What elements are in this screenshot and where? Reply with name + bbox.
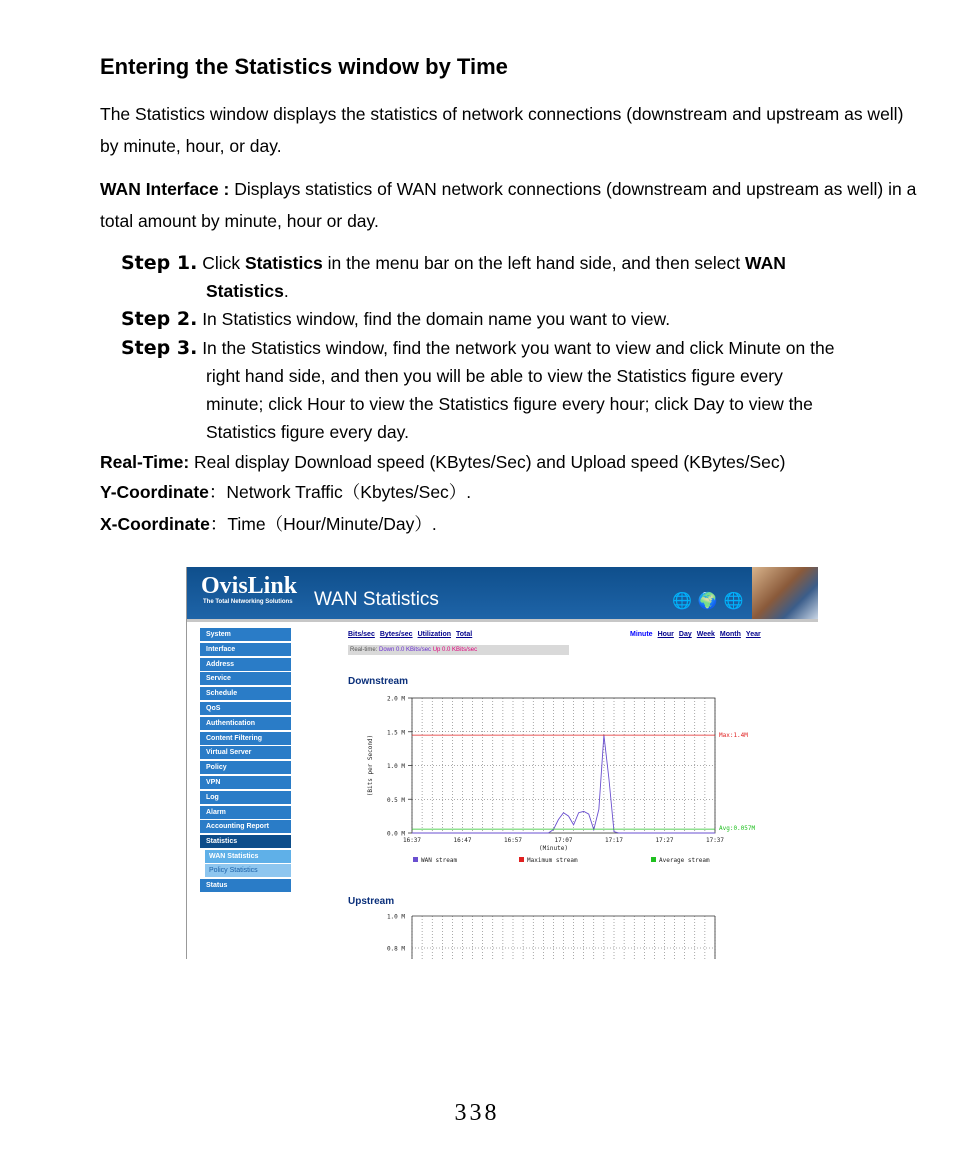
x-tick-label: 16:57 <box>503 837 523 844</box>
time-link-month[interactable]: Month <box>719 631 741 638</box>
menu-item-alarm[interactable]: Alarm <box>200 806 291 820</box>
upstream-chart <box>347 910 767 959</box>
series-maximum-stream-legend-swatch <box>519 857 524 862</box>
y-tick-label: 1.0 M <box>386 763 405 770</box>
unit-links <box>348 631 477 638</box>
x-tick-label: 16:37 <box>402 837 422 844</box>
ovislink-logo: OvisLink <box>201 573 298 599</box>
unit-link-bitssec[interactable]: Bits/sec <box>348 631 375 638</box>
submenu-item-wan-statistics[interactable]: WAN Statistics <box>205 850 291 863</box>
y-tick-label: 2.0 M <box>386 695 405 703</box>
menu-item-interface[interactable]: Interface <box>200 643 291 657</box>
max-annotation: Max:1.4M <box>719 732 748 740</box>
step-3-line-2: right hand side, and then you will be able to view the Statistics figure every <box>206 366 783 386</box>
menu-item-schedule[interactable]: Schedule <box>200 687 291 701</box>
wan-interface-label: WAN Interface : <box>100 179 230 199</box>
step-2-label: Step 2. <box>121 308 198 330</box>
x-axis-label: (Minute) <box>539 845 568 852</box>
ycoord-label: Y-Coordinate <box>100 482 209 502</box>
intro-paragraph: The Statistics window displays the statistics of network connections (downstream and upstream as well) by minute, hour, or day. <box>100 104 904 156</box>
avg-annotation: Avg:0.057M <box>719 825 756 833</box>
y-tick-label: 0.0 M <box>386 830 405 838</box>
banner-title: WAN Statistics <box>314 589 439 610</box>
series-wan-stream-legend-swatch <box>413 857 418 862</box>
menu-item-service[interactable]: Service <box>200 672 291 686</box>
step-3-line-3: minute; click Hour to view the Statistics figure every hour; click Day to view the <box>206 394 813 414</box>
step-1-cont <box>206 277 289 305</box>
realtime-line <box>100 448 920 476</box>
time-links <box>630 631 766 638</box>
downstream-chart <box>347 690 767 875</box>
realtime-up: Up 0.0 KBits/sec <box>431 647 478 653</box>
xcoord-label: X-Coordinate <box>100 514 210 534</box>
step-1 <box>121 249 921 277</box>
banner-photo <box>752 567 818 619</box>
series-average-stream-legend-swatch <box>651 857 656 862</box>
step-3-line-1: In the Statistics window, find the network you want to view and click Minute on the <box>202 338 835 358</box>
menu-item-log[interactable]: Log <box>200 791 291 805</box>
realtime-label: Real-Time: <box>100 452 190 472</box>
menu-item-authentication[interactable]: Authentication <box>200 717 291 731</box>
step-1-end: . <box>283 281 289 301</box>
time-link-day[interactable]: Day <box>678 631 692 638</box>
page-number: 338 <box>454 1100 500 1126</box>
y-tick-label: 0.5 M <box>386 796 405 804</box>
wan-statistics-screenshot <box>186 567 818 959</box>
step-3-label: Step 3. <box>121 337 198 359</box>
menu-item-system[interactable]: System <box>200 628 291 642</box>
logo-tagline: The Total Networking Solutions <box>203 599 293 605</box>
realtime-bar <box>348 645 569 655</box>
upstream-title: Upstream <box>348 896 395 907</box>
step-3 <box>121 334 921 362</box>
y-tick-label: 1.0 M <box>386 913 405 921</box>
side-menu <box>200 628 291 894</box>
downstream-title: Downstream <box>348 676 409 687</box>
wan-interface-text: Displays statistics of WAN network connections (downstream and upstream as well) in a total amount by minute, hour or day. <box>100 179 917 231</box>
submenu-item-policy-statistics[interactable]: Policy Statistics <box>205 864 291 877</box>
unit-link-total[interactable]: Total <box>456 631 473 638</box>
time-link-minute[interactable]: Minute <box>630 631 653 638</box>
menu-item-content-filtering[interactable]: Content Filtering <box>200 732 291 746</box>
banner-divider <box>187 619 818 622</box>
ycoord-line <box>100 478 471 506</box>
menu-item-policy[interactable]: Policy <box>200 761 291 775</box>
step-1-text-a: Click <box>202 253 245 273</box>
menu-item-qos[interactable]: QoS <box>200 702 291 716</box>
x-tick-label: 17:07 <box>554 837 573 844</box>
time-link-hour[interactable]: Hour <box>657 631 674 638</box>
step-2-text: In Statistics window, find the domain name you want to view. <box>202 309 671 329</box>
x-tick-label: 17:17 <box>604 837 624 844</box>
x-tick-label: 17:27 <box>655 837 674 844</box>
step-1-bold-statistics: Statistics <box>244 253 323 273</box>
step-1-label: Step 1. <box>121 252 198 274</box>
ycoord-text: ：Network Traffic（Kbytes/Sec）. <box>208 482 472 502</box>
step-3-line-4: Statistics figure every day. <box>206 422 409 442</box>
unit-link-utilization[interactable]: Utilization <box>417 631 452 638</box>
xcoord-line <box>100 510 437 538</box>
step-1-text-b: in the menu bar on the left hand side, and then select <box>322 253 746 273</box>
unit-link-bytessec[interactable]: Bytes/sec <box>379 631 413 638</box>
time-link-week[interactable]: Week <box>696 631 715 638</box>
realtime-down: Down 0.0 KBits/sec <box>379 647 432 653</box>
wan-interface-paragraph <box>100 173 920 237</box>
series-maximum-stream-legend-label: Maximum stream <box>527 857 578 864</box>
menu-item-accounting-report[interactable]: Accounting Report <box>200 820 291 834</box>
menu-item-status[interactable]: Status <box>200 879 291 893</box>
realtime-text: Real display Download speed (KBytes/Sec) and Upload speed (KBytes/Sec) <box>189 452 786 472</box>
menu-item-address[interactable]: Address <box>200 658 291 672</box>
xcoord-text: ：Time（Hour/Minute/Day）. <box>209 514 437 534</box>
y-tick-label: 1.5 M <box>386 729 405 737</box>
series-wan-stream-legend-label: WAN stream <box>421 857 458 864</box>
banner <box>187 567 818 619</box>
x-tick-label: 17:37 <box>705 837 725 844</box>
time-link-year[interactable]: Year <box>745 631 761 638</box>
globe-icons: 🌐🌍🌐 <box>672 593 750 610</box>
step-1-bold-statistics-2: Statistics <box>206 281 284 301</box>
step-2 <box>121 305 921 333</box>
menu-item-statistics[interactable]: Statistics <box>200 835 291 849</box>
menu-item-virtual-server[interactable]: Virtual Server <box>200 746 291 760</box>
y-tick-label: 0.8 M <box>386 945 405 953</box>
y-axis-label: (Bits per Second) <box>367 734 374 797</box>
menu-item-vpn[interactable]: VPN <box>200 776 291 790</box>
step-1-bold-wan: WAN <box>745 253 786 273</box>
series-average-stream-legend-label: Average stream <box>659 857 710 864</box>
realtime-bar-label: Real-time: <box>350 647 380 653</box>
x-tick-label: 16:47 <box>453 837 472 844</box>
page-heading: Entering the Statistics window by Time <box>100 54 508 79</box>
